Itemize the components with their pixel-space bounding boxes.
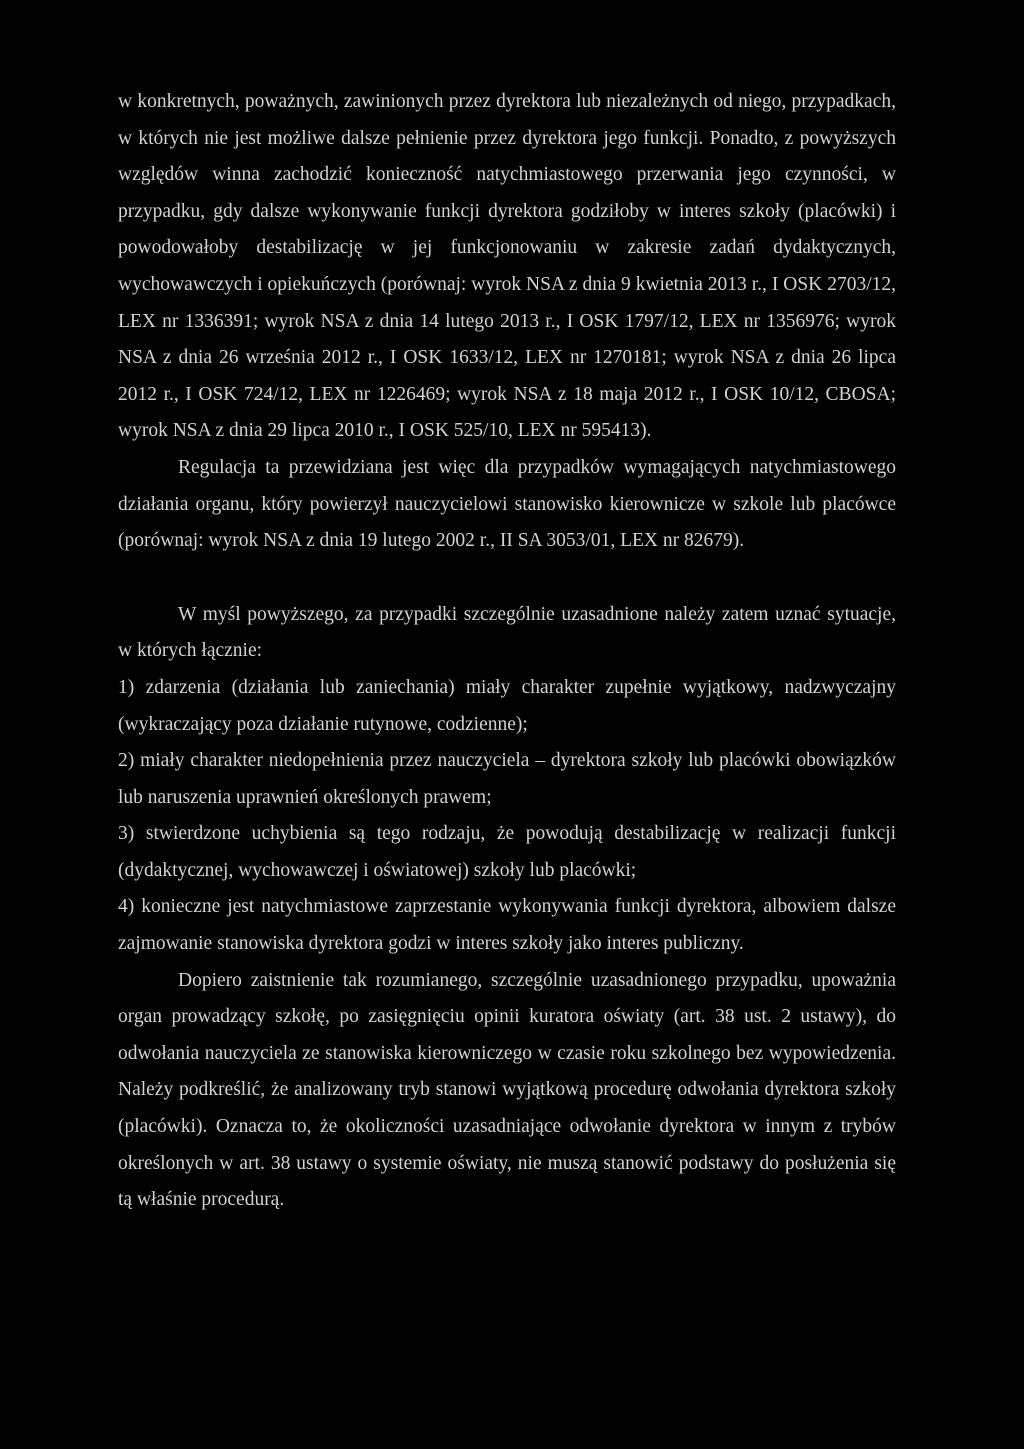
paragraph-conclusion: Dopiero zaistnienie tak rozumianego, szczególnie uzasadnionego przypadku, upoważnia organ prowadzący szkołę, po zasięgnięciu opinii kuratora oświaty (art. 38 ust. 2 ustawy), do odwołania nauczyciela ze stanowiska kierowniczego w czasie roku szkolnego bez wypowiedzenia. Należy podkreślić, że analizowany tryb stanowi wyjątkową procedurę odwołania dyrektora szkoły (placówki). Oznacza to, że okoliczności uzasadniające odwołanie dyrektora w innym z trybów określonych w art. 38 ustawy o systemie oświaty, nie muszą stanowić podstawy do posłużenia się tą właśnie procedurą. [118,969,896,1211]
list-item-2: 2) miały charakter niedopełnienia przez nauczyciela – dyrektora szkoły lub placówki obowiązków lub naruszenia uprawnień określonych prawem; [118,750,896,808]
list-item-1: 1) zdarzenia (działania lub zaniechania) miały charakter zupełnie wyjątkowy, nadzwyczajny (wykraczający poza działanie rutynowe, codzienne); [118,676,896,735]
document-page [118,84,896,1219]
paragraph-regulation: Regulacja ta przewidziana jest więc dla przypadków wymagających natychmiastowego działania organu, który powierzył nauczycielowi stanowisko kierownicze w szkole lub placówce (porównaj: wyrok NSA z dnia 19 lutego 2002 r., II SA 3053/01, LEX nr 82679). [118,456,896,552]
list-item-4: 4) konieczne jest natychmiastowe zaprzestanie wykonywania funkcji dyrektora, albowiem dalsze zajmowanie stanowiska dyrektora godzi w interes szkoły jako interes publiczny. [118,896,896,955]
paragraph-continuation: w konkretnych, poważnych, zawinionych przez dyrektora lub niezależnych od niego, przypadkach, w których nie jest możliwe dalsze pełnienie przez dyrektora jego funkcji. Ponadto, z powyższych względów winna zachodzić konieczność natychmiastowego przerwania jego czynności, w przypadku, gdy dalsze wykonywanie funkcji dyrektora godziłoby w interes szkoły (placówki) i powodowałoby destabilizację w jej funkcjonowaniu w zakresie zadań dydaktycznych, wychowawczych i opiekuńczych (porównaj: wyrok NSA z dnia 9 kwietnia 2013 r., I OSK 2703/12, LEX nr 1336391; wyrok NSA z dnia 14 lutego 2013 r., I OSK 1797/12, LEX nr 1356976; wyrok NSA z dnia 26 września 2012 r., I OSK 1633/12, LEX nr 1270181; wyrok NSA z dnia 26 lipca 2012 r., I OSK 724/12, LEX nr 1226469; wyrok NSA z 18 maja 2012 r., I OSK 10/12, CBOSA; wyrok NSA z dnia 29 lipca 2010 r., I OSK 525/10, LEX nr 595413). [118,91,896,442]
list-item-3: 3) stwierdzone uchybienia są tego rodzaju, że powodują destabilizację w realizacji funkcji (dydaktycznej, wychowawczej i oświatowej) szkoły lub placówki; [118,823,896,881]
paragraph-intro-list: W myśl powyższego, za przypadki szczególnie uzasadnione należy zatem uznać sytuacje, w których łącznie: [118,603,896,662]
